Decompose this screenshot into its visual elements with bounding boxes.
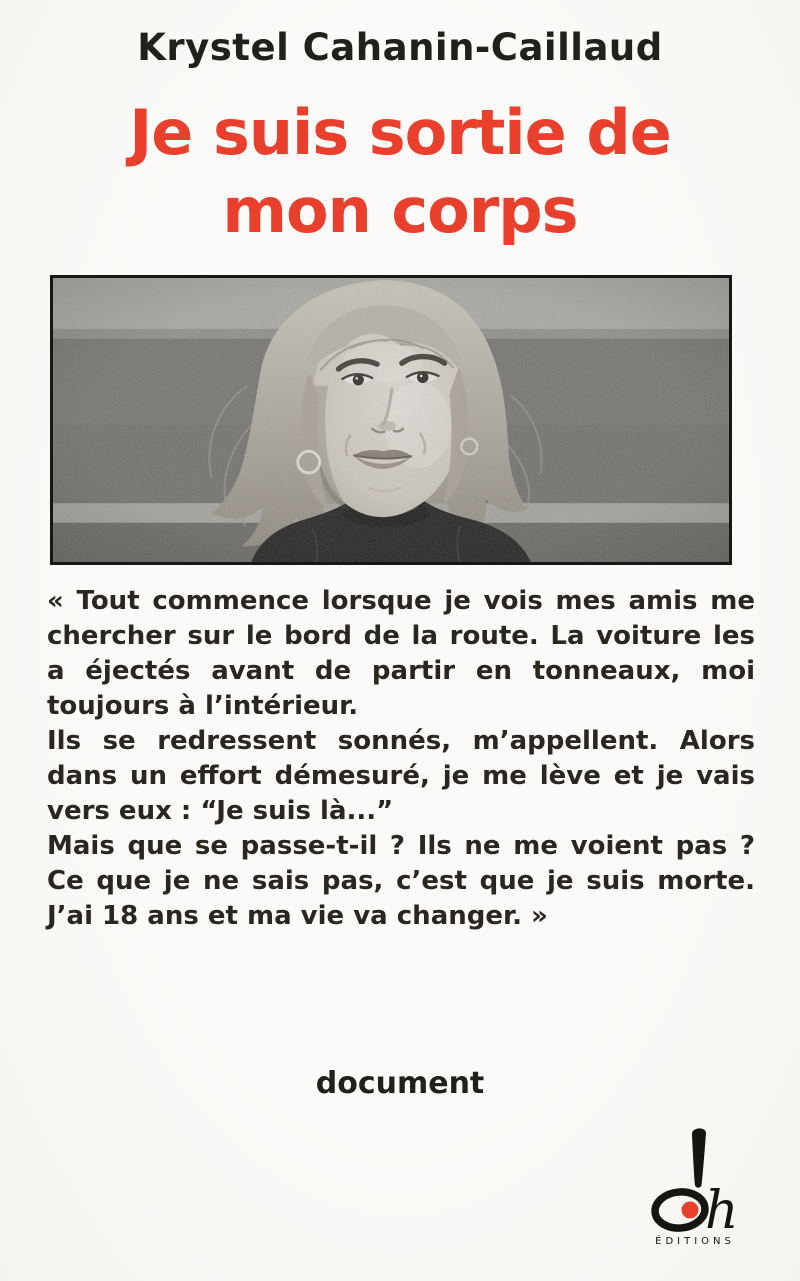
author-name: Krystel Cahanin-Caillaud	[137, 26, 663, 69]
quote-line: a éjectés avant de partir en tonneaux, moi	[47, 656, 755, 686]
quote-line: Ce que je ne sais pas, c’est que je suis morte.	[47, 866, 755, 896]
book-title	[0, 94, 800, 250]
logo-h: h	[705, 1181, 739, 1241]
back-cover-quote	[47, 584, 755, 934]
book-title-line1: Je suis sortie de	[129, 96, 671, 169]
publisher-logo	[645, 1124, 750, 1256]
logo-o	[654, 1190, 707, 1230]
author-photo	[50, 275, 732, 565]
quote-line: Ils se redressent sonnés, m’appellent. Alors	[47, 726, 755, 756]
quote-line: J’ai 18 ans et ma vie va changer. »	[47, 901, 548, 931]
book-title-line2: mon corps	[222, 174, 578, 247]
quote-line: « Tout commence lorsque je vois mes amis me	[47, 586, 755, 616]
quote-line: chercher sur le bord de la route. La voiture les	[47, 621, 755, 651]
publisher-editions-label: ÉDITIONS	[655, 1236, 735, 1247]
logo-exclamation-stroke	[692, 1128, 706, 1187]
quote-line: dans un effort démesuré, je me lève et je vais	[47, 761, 755, 791]
quote-line: Mais que se passe-t-il ? Ils ne me voient pas ?	[47, 831, 755, 861]
logo-red-dot	[682, 1202, 699, 1219]
quote-line: toujours à l’intérieur.	[47, 691, 359, 721]
author-portrait-illustration	[53, 278, 729, 562]
oh-editions-logo-icon	[645, 1124, 750, 1256]
quote-line: vers eux : “Je suis là...”	[47, 796, 394, 826]
genre-label: document	[315, 1066, 485, 1101]
photo-grain	[53, 278, 729, 562]
